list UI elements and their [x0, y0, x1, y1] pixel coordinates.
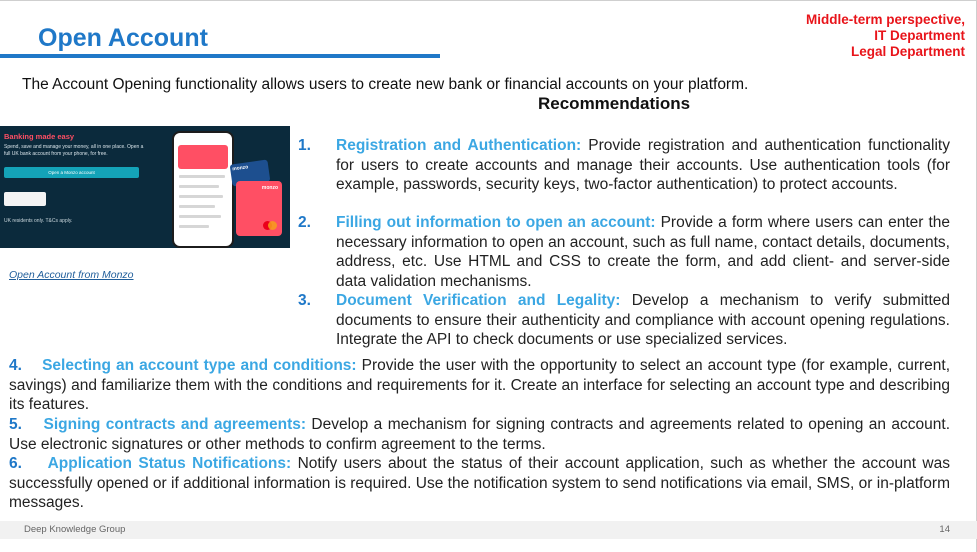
item-heading: Document Verification and Legality: [336, 292, 621, 309]
recommendation-item-4 [9, 356, 950, 415]
item-heading: Filling out information to open an account: [336, 214, 656, 231]
department-tag [806, 12, 965, 60]
monzo-source-link[interactable]: Open Account from Monzo [9, 269, 134, 281]
phone-mockup [172, 131, 234, 248]
phone-list-row [179, 225, 209, 228]
tag-line-2: IT Department [874, 28, 965, 43]
recommendation-item-1 [298, 136, 950, 195]
item-text: Develop a mechanism for signing contracts and agreements related to opening an account. Use electronic signatures or other methods to confirm agreement to the terms. [9, 416, 950, 453]
recommendations-heading: Recommendations [538, 94, 691, 113]
recommendation-item-5 [9, 415, 950, 454]
screenshot-cta-button: Open a Monzo account [4, 167, 139, 178]
item-text: Develop a mechanism to verify submitted documents to ensure their authenticity and compliance with account opening regulations. Integrate the API to check documents or use specialized services. [336, 292, 950, 348]
phone-list-row [179, 185, 219, 188]
monzo-screenshot [0, 126, 290, 248]
item-number: 2. [298, 214, 311, 231]
phone-list-row [179, 205, 215, 208]
phone-list-row [179, 175, 225, 178]
tag-line-3: Legal Department [850, 44, 965, 59]
item-heading: Selecting an account type and conditions: [42, 357, 357, 374]
item-heading: Signing contracts and agreements: [43, 416, 307, 433]
recommendation-item-6 [9, 454, 950, 513]
item-text: Notify users about the status of their account application, such as whether the account was successfully opened or if additional information is required. Use the notification system to send notifications via email, SMS, or in-platform messages. [9, 455, 950, 511]
tag-line-1: Middle-term perspective, [805, 12, 965, 27]
footer-org: Deep Knowledge Group [24, 524, 126, 535]
item-number: 4. [9, 357, 22, 374]
intro-text: The Account Opening functionality allows users to create new bank or financial accounts on your platform. [22, 76, 749, 93]
monzo-card-coral [236, 181, 282, 236]
page-number: 14 [939, 524, 950, 535]
recommendation-item-2 [298, 213, 950, 291]
item-text: Provide registration and authentication functionality for users to create accounts and manage their accounts. Use authentication tools (for example, passwords, security keys, two-factor authentication) to protect accounts. [336, 137, 950, 193]
item-number: 3. [298, 292, 311, 309]
card-logo: monzo [261, 185, 278, 191]
mastercard-icon [263, 221, 277, 230]
slide-footer [0, 521, 977, 539]
screenshot-note: UK residents only. T&Cs apply. [4, 218, 73, 224]
recommendation-item-3 [298, 291, 950, 350]
title-underline [0, 54, 440, 58]
item-heading: Registration and Authentication: [336, 137, 582, 154]
item-number: 1. [298, 137, 311, 154]
item-number: 5. [9, 416, 22, 433]
monzo-card-blue: monzo [230, 159, 271, 186]
item-number: 6. [9, 455, 22, 472]
screenshot-headline: Banking made easy [4, 132, 75, 141]
item-text: Provide the user with the opportunity to select an account type (for example, current, savings) and familiarize them with the conditions and requirements for it. Create an interface for selecting an account type and describing its features. [9, 357, 951, 413]
page-title: Open Account [38, 24, 208, 52]
screenshot-award-badge [4, 192, 46, 206]
item-heading: Application Status Notifications: [47, 455, 292, 472]
screenshot-subtext: Spend, save and manage your money, all in one place. Open a full UK bank account from your phone, for free. [4, 144, 144, 157]
item-text: Provide a form where users can enter the necessary information to open an account, such as full name, contact details, documents, address, etc. Use HTML and CSS to create the form, and add client- and server-side data validation mechanisms. [336, 214, 950, 290]
phone-balance-card [178, 145, 228, 169]
phone-list-row [179, 195, 223, 198]
phone-list-row [179, 215, 221, 218]
